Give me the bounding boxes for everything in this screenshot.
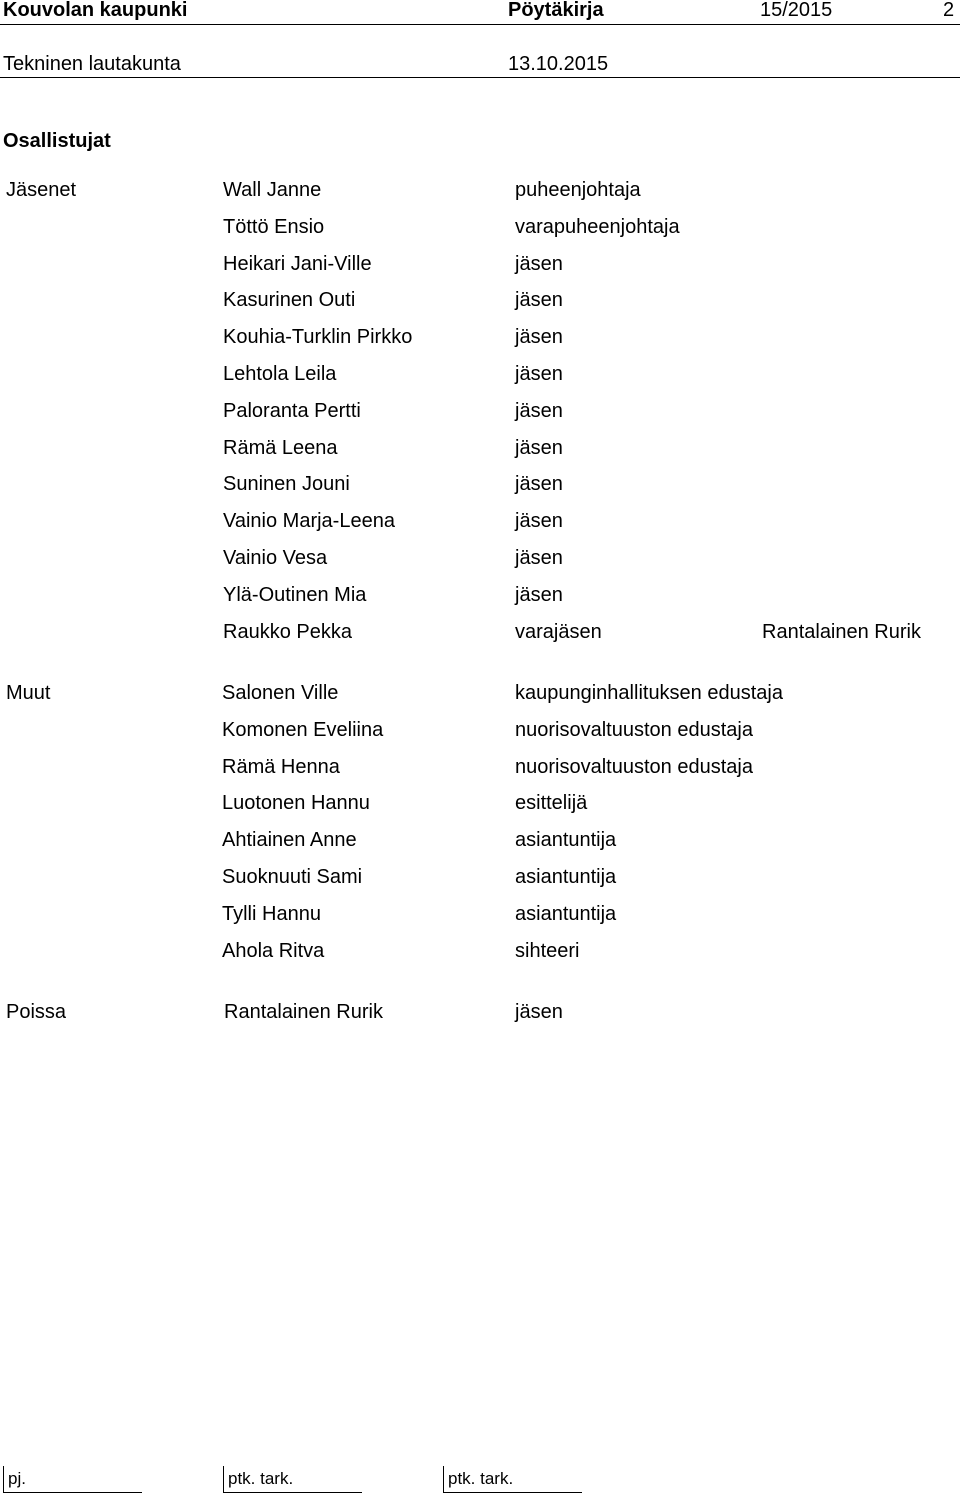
- board-name: Tekninen lautakunta: [3, 53, 181, 75]
- participant-name: Töttö Ensio: [223, 215, 325, 238]
- participant-name: Vainio Vesa: [223, 547, 328, 569]
- signature-label: ptk. tark.: [228, 1469, 294, 1488]
- participant-role: jäsen: [515, 473, 563, 496]
- participant-name: Luotonen Hannu: [222, 792, 370, 815]
- org-name: Kouvolan kaupunki: [3, 0, 188, 21]
- signature-checker-1: [223, 1466, 362, 1493]
- participant-role: sihteeri: [515, 939, 580, 962]
- participant-name: Heikari Jani-Ville: [223, 252, 372, 275]
- participant-role: jäsen: [515, 326, 563, 349]
- participant-role: nuorisovaltuuston edustaja: [515, 718, 753, 741]
- participant-role: jäsen: [515, 399, 563, 422]
- participant-role: varajäsen: [515, 620, 602, 643]
- signature-checker-2: [443, 1466, 582, 1493]
- participant-name: Ahtiainen Anne: [222, 829, 357, 852]
- participant-name: Ylä-Outinen Mia: [223, 583, 367, 606]
- participant-role: nuorisovaltuuston edustaja: [515, 755, 753, 778]
- participant-role: esittelijä: [515, 792, 588, 815]
- signature-label: ptk. tark.: [448, 1469, 514, 1488]
- substitute-for: Rantalainen Rurik: [762, 620, 921, 643]
- header-rule-bottom: [0, 77, 960, 78]
- participant-role: varapuheenjohtaja: [515, 215, 680, 238]
- participant-role: asiantuntija: [515, 902, 617, 925]
- participant-role: jäsen: [515, 436, 563, 459]
- participant-name: Tylli Hannu: [222, 902, 321, 925]
- participant-name: Kasurinen Outi: [223, 289, 356, 312]
- participant-role: jäsen: [515, 583, 563, 606]
- participant-name: Suoknuuti Sami: [222, 866, 363, 888]
- participant-role: jäsen: [515, 289, 563, 312]
- signature-chair: [3, 1466, 142, 1493]
- participant-name: Suninen Jouni: [223, 473, 350, 496]
- participant-name: Salonen Ville: [222, 682, 339, 704]
- participant-name: Lehtola Leila: [223, 363, 337, 385]
- participant-role: puheenjohtaja: [515, 179, 641, 201]
- others-label: Muut: [6, 682, 51, 704]
- participant-role: jäsen: [515, 363, 563, 385]
- doc-number: 15/2015: [760, 0, 833, 21]
- participant-role: asiantuntija: [515, 866, 617, 888]
- participant-name: Rantalainen Rurik: [224, 1001, 383, 1023]
- participant-role: jäsen: [515, 547, 563, 569]
- participant-name: Rämä Leena: [223, 436, 338, 459]
- participant-role: jäsen: [515, 252, 563, 275]
- participant-name: Ahola Ritva: [222, 939, 325, 962]
- participant-role: jäsen: [515, 1001, 563, 1023]
- section-title: Osallistujat: [3, 130, 111, 152]
- participant-name: Raukko Pekka: [223, 620, 352, 643]
- members-label: Jäsenet: [6, 179, 77, 201]
- participant-role: jäsen: [515, 510, 563, 533]
- participant-name: Rämä Henna: [222, 755, 340, 778]
- participant-name: Wall Janne: [223, 179, 322, 201]
- participant-name: Komonen Eveliina: [222, 718, 384, 741]
- participant-name: Kouhia-Turklin Pirkko: [223, 326, 413, 349]
- page-number: 2: [943, 0, 955, 21]
- participant-name: Paloranta Pertti: [223, 399, 361, 422]
- header-rule-top: [0, 24, 960, 25]
- participant-role: asiantuntija: [515, 829, 617, 852]
- participant-role: kaupunginhallituksen edustaja: [515, 682, 783, 704]
- participant-name: Vainio Marja-Leena: [223, 510, 395, 533]
- absent-label: Poissa: [6, 1001, 67, 1023]
- meeting-date: 13.10.2015: [508, 53, 609, 75]
- signature-label: pj.: [8, 1469, 26, 1488]
- doc-type: Pöytäkirja: [508, 0, 604, 21]
